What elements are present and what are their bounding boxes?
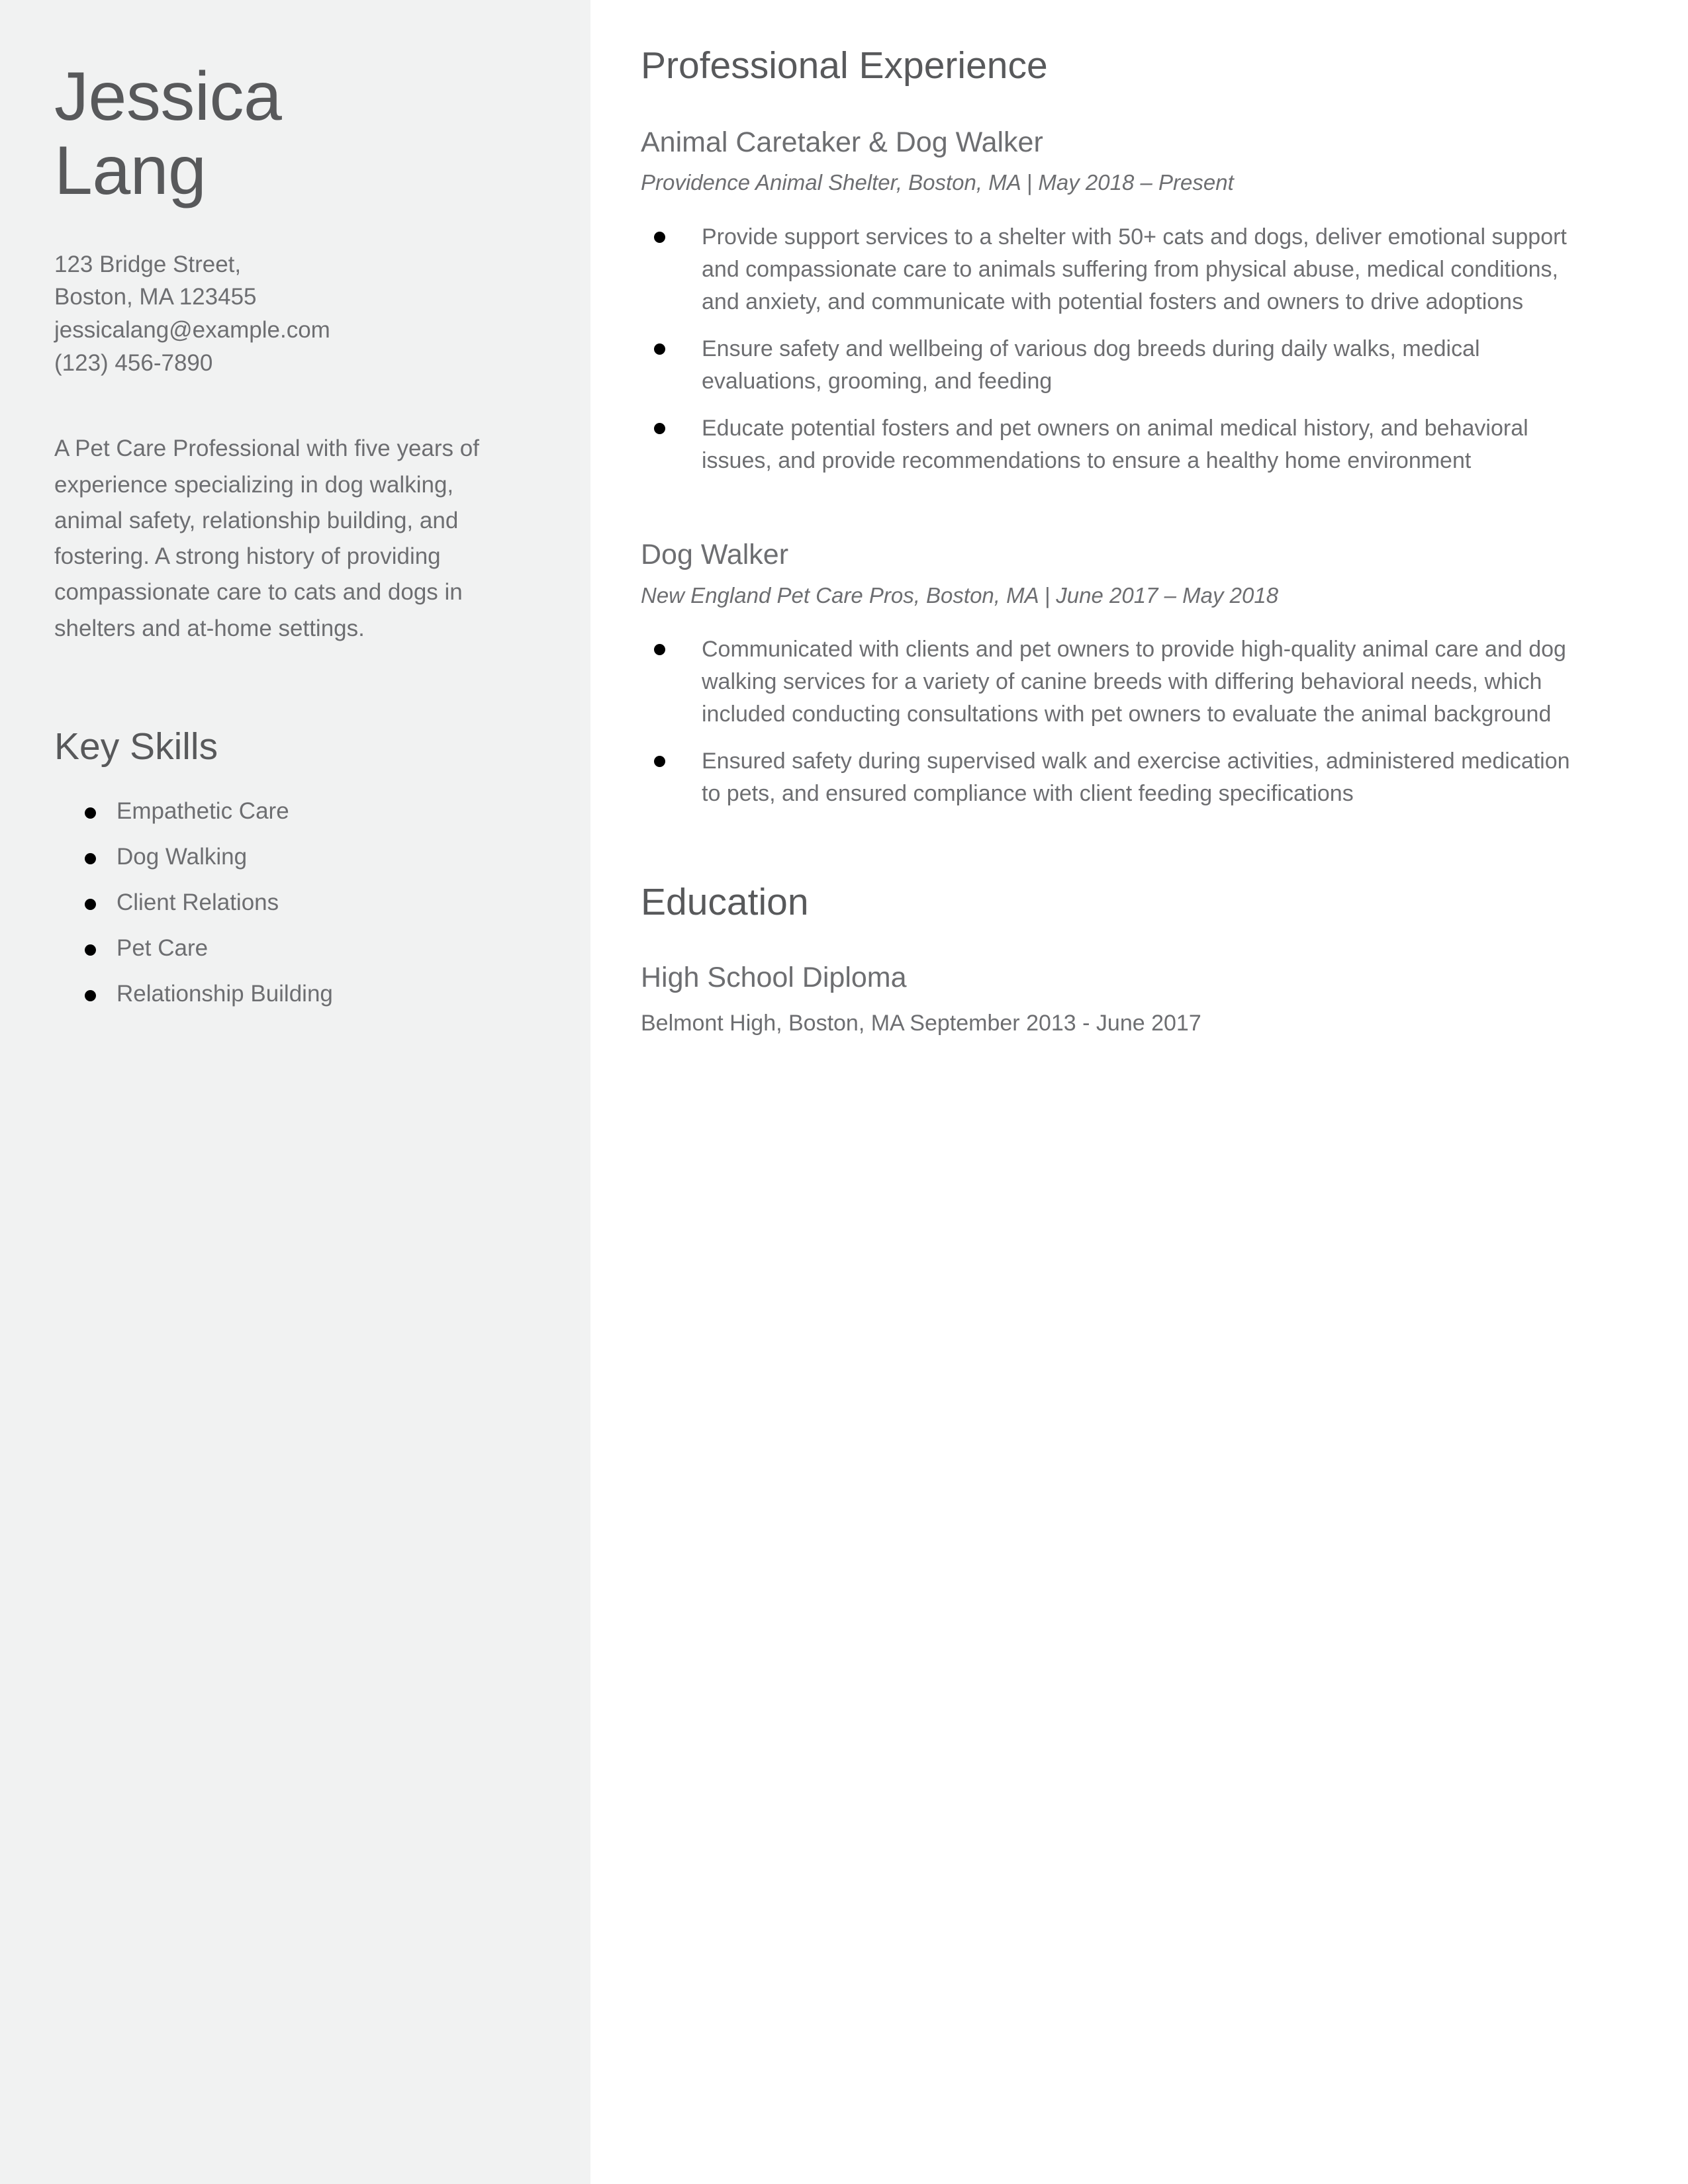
bullet-icon (85, 944, 96, 956)
skill-label: Relationship Building (117, 980, 333, 1007)
candidate-name (54, 60, 518, 208)
responsibility-text: Educate potential fosters and pet owners on animal medical history, and behavioral issues, and provide recommendations to ensure a healthy home environment (702, 416, 1528, 474)
responsibility-text: Ensured safety during supervised walk and exercise activities, administered medication to pets, and ensured compliance with client feeding specifications (702, 749, 1570, 807)
job-title: Dog Walker (641, 538, 789, 570)
responsibility-item (641, 633, 1589, 731)
bullet-icon (654, 423, 665, 434)
experience-section-heading: Professional Experience (641, 44, 1048, 87)
experience-entry (641, 126, 1589, 477)
contact-street: 123 Bridge Street, (54, 251, 242, 277)
summary-text: A Pet Care Professional with five years of experience specializing in dog walking, animal safety, relationship building, and fostering. A strong history of providing compassionate care to cats and dogs in shelters and at-home settings. (54, 435, 479, 641)
last-name: Lang (54, 132, 207, 210)
skill-item (54, 936, 518, 960)
responsibility-item (641, 412, 1589, 477)
bullet-icon (654, 343, 665, 355)
job-responsibility-list (641, 221, 1589, 477)
main-content (590, 0, 1688, 2184)
bullet-icon (654, 756, 665, 767)
skill-item (54, 845, 518, 868)
school-dates: Belmont High, Boston, MA September 2013 - June 2017 (641, 1010, 1201, 1036)
experience-entry (641, 538, 1589, 810)
skill-item (54, 891, 518, 914)
job-company-dates: Providence Animal Shelter, Boston, MA | May 2018 – Present (641, 170, 1234, 195)
bullet-icon (654, 232, 665, 243)
job-title: Animal Caretaker & Dog Walker (641, 126, 1043, 158)
professional-summary (54, 431, 518, 647)
education-section-heading: Education (641, 881, 809, 924)
key-skills-heading: Key Skills (54, 725, 218, 768)
job-company-dates: New England Pet Care Pros, Boston, MA | June 2017 – May 2018 (641, 582, 1279, 608)
bullet-icon (85, 990, 96, 1001)
contact-city-state-zip: Boston, MA 123455 (54, 284, 257, 310)
responsibility-item (641, 333, 1589, 398)
skill-label: Dog Walking (117, 843, 248, 870)
contact-email[interactable]: jessicalang@example.com (54, 317, 330, 343)
bullet-icon (85, 853, 96, 864)
bullet-icon (654, 644, 665, 655)
skill-label: Pet Care (117, 934, 209, 961)
responsibility-text: Communicated with clients and pet owners to provide high-quality animal care and dog walking services for a variety of canine breeds with differing behavioral needs, which included conducting consultations with pet owners to evaluate the animal background (702, 637, 1566, 727)
first-name: Jessica (54, 58, 282, 135)
skill-label: Empathetic Care (117, 797, 289, 824)
job-responsibility-list (641, 633, 1589, 810)
key-skills-list (54, 799, 518, 1005)
responsibility-item (641, 745, 1589, 810)
skill-item (54, 799, 518, 823)
bullet-icon (85, 899, 96, 910)
education-entry (641, 961, 1589, 1038)
responsibility-text: Ensure safety and wellbeing of various dog breeds during daily walks, medical evaluations, grooming, and feeding (702, 336, 1480, 394)
responsibility-text: Provide support services to a shelter with 50+ cats and dogs, deliver emotional support and compassionate care to animals suffering from physical abuse, medical conditions, and anxiety, and communicate with potential fosters and owners to drive adoptions (702, 224, 1567, 315)
bullet-icon (85, 807, 96, 819)
contact-info (54, 248, 518, 380)
skill-label: Client Relations (117, 889, 279, 915)
sidebar (0, 0, 590, 2184)
degree-title: High School Diploma (641, 962, 907, 994)
contact-phone[interactable]: (123) 456-7890 (54, 349, 213, 376)
skill-item (54, 982, 518, 1005)
responsibility-item (641, 221, 1589, 318)
